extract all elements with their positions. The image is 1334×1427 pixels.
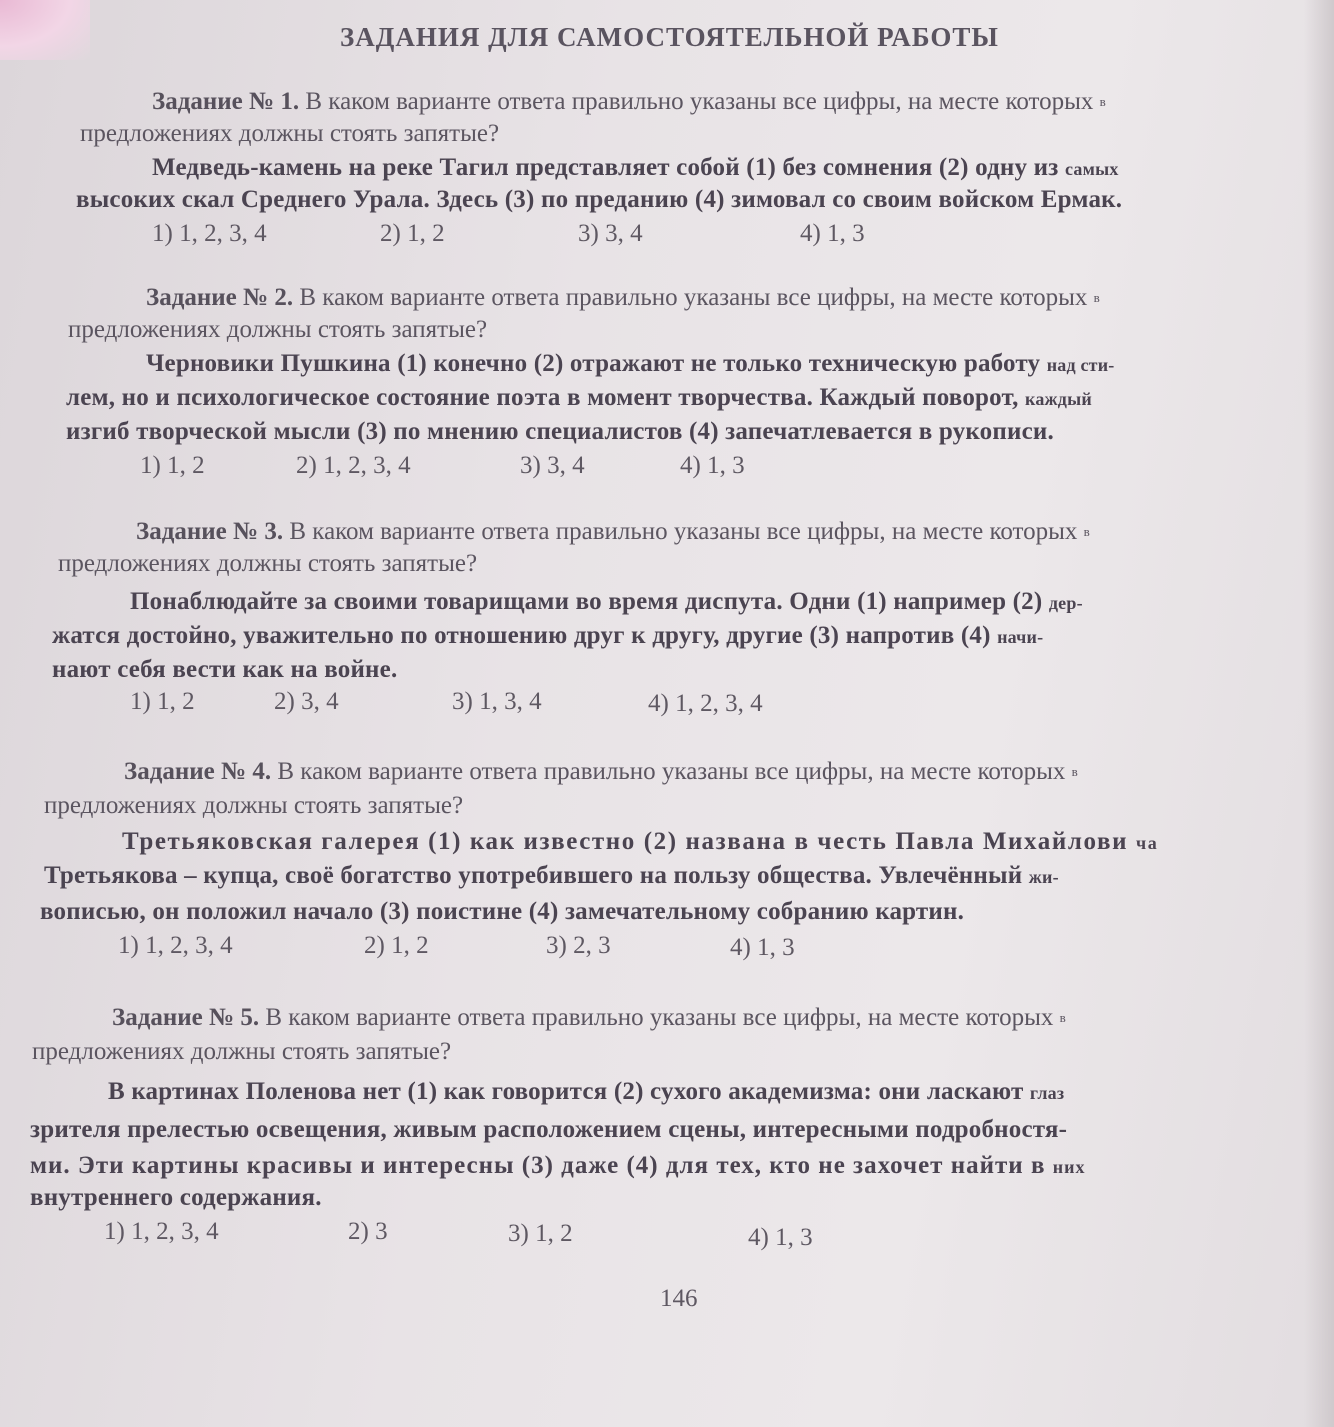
task-5-question-line-2: предложениях должны стоять запятые? [32, 1038, 452, 1065]
task-4-question-tail: в [1071, 764, 1078, 779]
task-5-answer-2: 2) 3 [348, 1218, 388, 1245]
task-3-sentence-tail-2: начи- [997, 627, 1044, 647]
task-3-question: В каком варианте ответа правильно указаны все цифры, на месте которых [289, 518, 1078, 545]
task-3-question-line-1 [136, 518, 1090, 546]
page-corner-shadow [0, 0, 90, 60]
task-2-sentence-line-3: изгиб творческой мысли (3) по мнению специалистов (4) запечатлевается в рукописи. [66, 418, 1054, 445]
task-1-answer-4: 4) 1, 3 [800, 220, 865, 247]
task-2-sentence-line-1 [146, 350, 1114, 378]
task-3-question-line-2: предложениях должны стоять запятые? [58, 550, 478, 577]
task-3-label: Задание № 3. [136, 518, 284, 545]
task-2-answer-4: 4) 1, 3 [680, 452, 745, 479]
task-4-answer-3: 3) 2, 3 [546, 932, 611, 959]
task-5-sentence-line-3 [30, 1152, 1085, 1180]
task-4-sentence-tail-2: жи- [1028, 867, 1059, 887]
task-3-sentence-line-3: нают себя вести как на войне. [52, 656, 398, 683]
task-4-answer-1: 1) 1, 2, 3, 4 [118, 932, 233, 959]
task-1-sentence-text-1: Медведь-камень на реке Тагил представляет собой (1) без сомнения (2) одну из [152, 154, 1059, 181]
task-2-question-tail: в [1093, 290, 1100, 305]
task-5-answer-4: 4) 1, 3 [748, 1224, 813, 1251]
task-5-label: Задание № 5. [112, 1004, 260, 1031]
task-5-sentence-line-1 [108, 1078, 1064, 1106]
task-5-answer-1: 1) 1, 2, 3, 4 [104, 1218, 219, 1245]
task-4-question-line-2: предложениях должны стоять запятые? [44, 792, 464, 819]
task-1-answer-2: 2) 1, 2 [380, 220, 445, 247]
task-2-label: Задание № 2. [146, 284, 294, 311]
task-3-sentence-text-2: жатся достойно, уважительно по отношению друг к другу, другие (3) напротив (4) [52, 622, 991, 649]
task-3-question-tail: в [1083, 524, 1090, 539]
task-3-answer-4: 4) 1, 2, 3, 4 [648, 690, 763, 717]
task-4-answer-4: 4) 1, 3 [730, 934, 795, 961]
task-5-sentence-tail-3: них [1052, 1157, 1086, 1177]
task-4-answer-2: 2) 1, 2 [364, 932, 429, 959]
task-2-question-line-1 [146, 284, 1100, 312]
task-5-sentence-line-4: внутреннего содержания. [30, 1184, 322, 1211]
task-3-answer-2: 2) 3, 4 [274, 688, 339, 715]
task-3-sentence-text-1: Понаблюдайте за своими товарищами во время диспута. Одни (1) например (2) [130, 588, 1043, 615]
task-5-sentence-text-3: ми. Эти картины красивы и интересны (3) даже (4) для тех, кто не захочет найти в [30, 1152, 1046, 1179]
task-5-question: В каком варианте ответа правильно указаны все цифры, на месте которых [265, 1004, 1054, 1031]
task-3-sentence-line-1 [130, 588, 1083, 616]
task-1-answer-1: 1) 1, 2, 3, 4 [152, 220, 267, 247]
task-2-question: В каком варианте ответа правильно указаны все цифры, на месте которых [299, 284, 1088, 311]
task-2-sentence-tail-1: над сти- [1046, 355, 1115, 375]
task-3-sentence-tail-1: дер- [1048, 593, 1083, 613]
task-2-sentence-line-2 [66, 384, 1092, 412]
task-4-label: Задание № 4. [124, 758, 272, 785]
task-3-answer-3: 3) 1, 3, 4 [452, 688, 542, 715]
page-number: 146 [660, 1285, 698, 1312]
task-1-sentence-line-2: высоких скал Среднего Урала. Здесь (3) по преданию (4) зимовал со своим войском Ермак. [76, 186, 1123, 213]
task-2-answer-1: 1) 1, 2 [140, 452, 205, 479]
page-edge-shadow [1304, 0, 1334, 1427]
page-title: ЗАДАНИЯ ДЛЯ САМОСТОЯТЕЛЬНОЙ РАБОТЫ [340, 22, 999, 52]
task-4-sentence-text-1: Третьяковская галерея (1) как известно (2) названа в честь Павла Михайлови [122, 828, 1129, 855]
task-1-question: В каком варианте ответа правильно указаны все цифры, на месте которых [305, 88, 1094, 115]
task-2-answer-3: 3) 3, 4 [520, 452, 585, 479]
task-1-question-tail: в [1099, 94, 1106, 109]
task-2-sentence-text-1: Черновики Пушкина (1) конечно (2) отражают не только техническую работу [146, 350, 1041, 377]
task-4-question-line-1 [124, 758, 1078, 786]
task-5-sentence-line-2: зрителя прелестью освещения, живым расположением сцены, интересными подробностя- [30, 1116, 1068, 1143]
task-2-answer-2: 2) 1, 2, 3, 4 [296, 452, 411, 479]
task-4-sentence-line-1 [122, 828, 1158, 856]
task-5-question-tail: в [1059, 1010, 1066, 1025]
task-1-answer-3: 3) 3, 4 [578, 220, 643, 247]
task-4-sentence-line-2 [44, 862, 1059, 890]
task-5-answer-3: 3) 1, 2 [508, 1220, 573, 1247]
task-4-question: В каком варианте ответа правильно указаны все цифры, на месте которых [277, 758, 1066, 785]
task-1-question-line-1 [152, 88, 1106, 116]
task-3-answer-1: 1) 1, 2 [130, 688, 195, 715]
task-3-sentence-line-2 [52, 622, 1043, 650]
task-4-sentence-line-3: вописью, он положил начало (3) поистине (4) замечательному собранию картин. [40, 898, 965, 925]
task-2-sentence-tail-2: каждый [1025, 389, 1092, 409]
task-4-sentence-tail-1: ча [1135, 833, 1159, 853]
task-2-sentence-text-2: лем, но и психологическое состояние поэта в момент творчества. Каждый поворот, [66, 384, 1019, 411]
task-1-label: Задание № 1. [152, 88, 300, 115]
task-5-question-line-1 [112, 1004, 1066, 1032]
task-2-question-line-2: предложениях должны стоять запятые? [68, 316, 488, 343]
task-4-sentence-text-2: Третьякова – купца, своё богатство употребившего на пользу общества. Увлечённый [44, 862, 1023, 889]
task-1-sentence-line-1 [152, 154, 1119, 182]
task-1-sentence-tail-1: самых [1065, 159, 1119, 179]
task-1-question-line-2: предложениях должны стоять запятые? [80, 120, 500, 147]
task-5-sentence-tail-1: глаз [1029, 1083, 1065, 1103]
task-5-sentence-text-1: В картинах Поленова нет (1) как говорится (2) сухого академизма: они ласкают [108, 1078, 1024, 1105]
